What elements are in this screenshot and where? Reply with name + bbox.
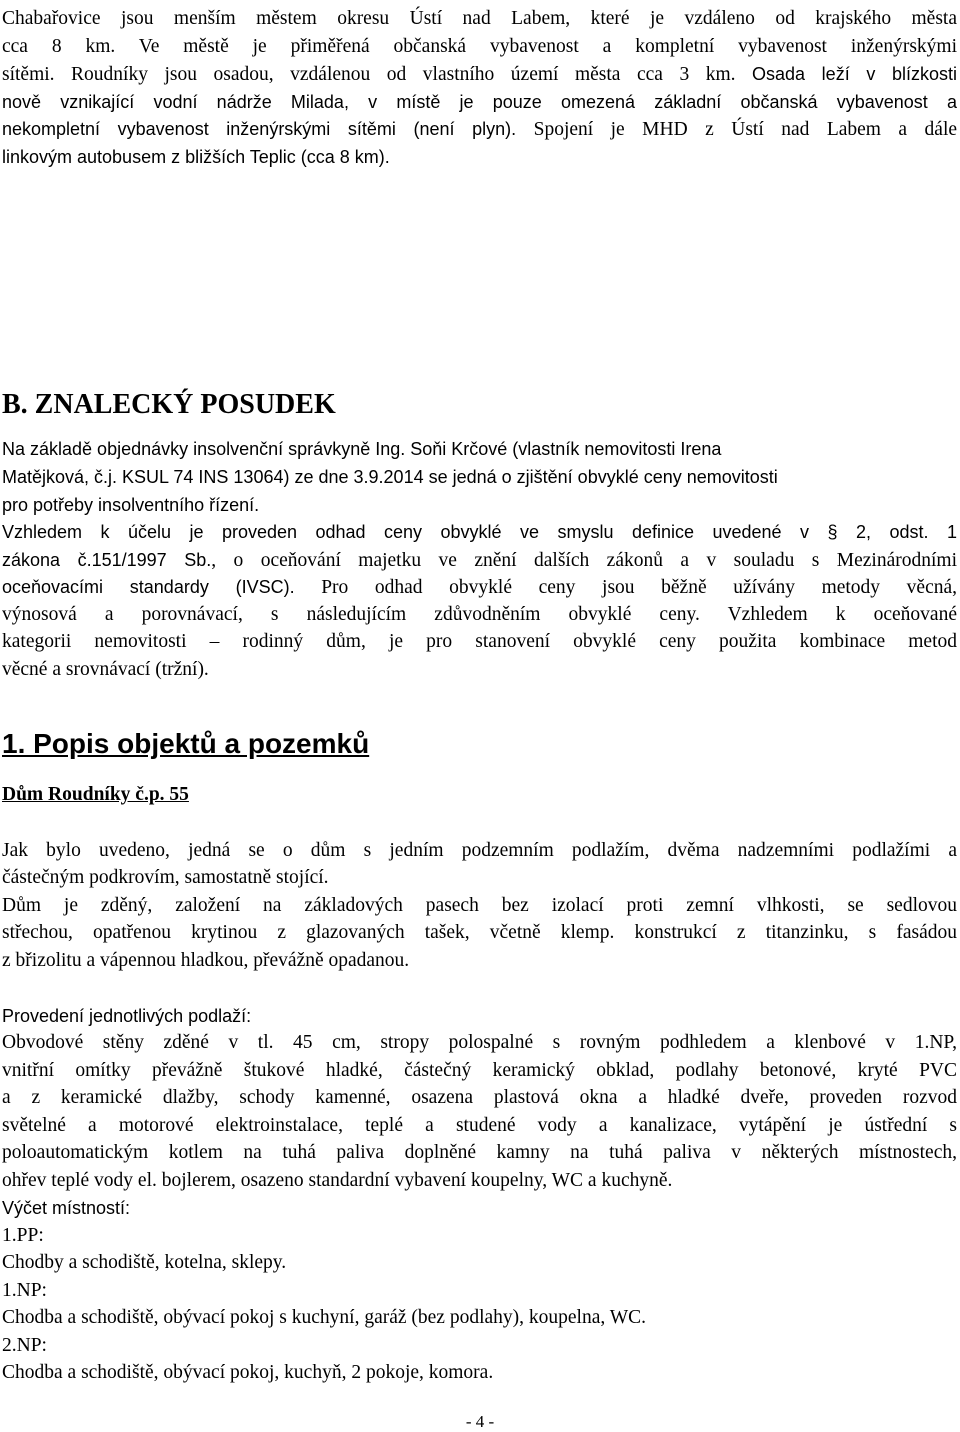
intro-line-1: Chabařovice jsou menším městem okresu Ústí nad Labem, které je vzdáleno od krajského města xyxy=(2,8,957,29)
section-1-p2-line-1: Dům je zděný, založení na základových pasech bez izolací proti zemní vlhkosti, se sedlovou xyxy=(2,895,957,916)
section-1-p3-line-5: poloautomatickým kotlem na tuhá paliva doplněné kamny na tuhá paliva v některých místnostech, xyxy=(2,1142,957,1163)
section-b-p1-line-1: Na základě objednávky insolvenční správkyně Ing. Soňi Krčové (vlastník nemovitosti Irena xyxy=(2,439,722,459)
intro-line-6: linkovým autobusem z bližších Teplic (cca 8 km). xyxy=(2,147,390,167)
floor-label-1np: 1.NP: xyxy=(2,1280,47,1301)
intro-line-2: cca 8 km. Ve městě je přiměřená občanská vybavenost a kompletní vybavenost inženýrskými xyxy=(2,36,957,57)
section-b-p2-line-2: zákona č.151/1997 Sb., o oceňování majetku ve znění dalších zákonů a v souladu s Mezinárodními xyxy=(2,550,958,571)
section-b-p2-line-6: věcné a srovnávací (tržní). xyxy=(2,659,209,680)
section-1-p2-line-3: z břizolitu a vápennou hladkou, převážně opadanou. xyxy=(2,950,410,971)
section-b-p2-line-5: kategorii nemovitosti – rodinný dům, je pro stanovení obvyklé ceny použita kombinace metod xyxy=(2,631,957,652)
intro-line-5: nekompletní vybavenost inženýrskými sítěmi (není plyn). Spojení je MHD z Ústí nad Labem a dále xyxy=(2,119,958,140)
intro-line-4: nově vznikající vodní nádrže Milada, v místě je pouze omezená základní občanská vybavenost a xyxy=(2,92,957,112)
floor-rooms-1pp: Chodby a schodiště, kotelna, sklepy. xyxy=(2,1252,287,1273)
section-b-title: B. ZNALECKÝ POSUDEK xyxy=(2,389,336,420)
floor-label-2np: 2.NP: xyxy=(2,1335,47,1356)
section-1-p3-line-4: světelné a motorové elektroinstalace, teplé a studené vody a kanalizace, vytápění je ústřední s xyxy=(2,1115,957,1136)
floor-label-1pp: 1.PP: xyxy=(2,1225,44,1246)
page-number: - 4 - xyxy=(465,1412,495,1431)
floor-rooms-1np: Chodba a schodiště, obývací pokoj s kuchyní, garáž (bez podlahy), koupelna, WC. xyxy=(2,1307,647,1328)
floor-rooms-2np: Chodba a schodiště, obývací pokoj, kuchyň, 2 pokoje, komora. xyxy=(2,1362,494,1383)
section-1-p3-line-1: Obvodové stěny zděné v tl. 45 cm, stropy polospalné s rovným podhledem a klenbové v 1.NP, xyxy=(2,1032,957,1053)
section-b-p2-line-4: výnosová a porovnávací, s následujícím zdůvodněním obvyklé ceny. Vzhledem k oceňované xyxy=(2,604,957,625)
intro-line-3: sítěmi. Roudníky jsou osadou, vzdálenou od vlastního území města cca 3 km. Osada leží v blízkosti xyxy=(2,64,957,85)
section-b-p2-line-3: oceňovacími standardy (IVSC). Pro odhad obvyklé ceny jsou běžně užívány metody věcná, xyxy=(2,577,958,598)
section-1-p3-line-2: vnitřní omítky převážně štukové hladké, částečný keramický obklad, podlahy betonové, kryté PVC xyxy=(2,1060,957,1081)
section-1-p3-line-6: ohřev teplé vody el. bojlerem, osazeno standardní vybavení koupelny, WC a kuchyně. xyxy=(2,1170,673,1191)
section-1-p2-line-2: střechou, opatřenou krytinou z glazovaných tašek, včetně klemp. konstrukcí z titanzinku, s fasádou xyxy=(2,922,957,943)
section-1-title: 1. Popis objektů a pozemků xyxy=(2,728,370,759)
floors-heading: Provedení jednotlivých podlaží: xyxy=(2,1006,252,1026)
section-1-p1-line-1: Jak bylo uvedeno, jedná se o dům s jedním podzemním podlažím, dvěma nadzemními podlažími a xyxy=(2,840,957,861)
section-b-p2-line-1: Vzhledem k účelu je proveden odhad ceny obvyklé ve smyslu definice uvedené v § 2, odst. 1 xyxy=(2,522,957,542)
house-subtitle: Dům Roudníky č.p. 55 xyxy=(2,784,189,805)
section-b-p1-line-2: Matějková, č.j. KSUL 74 INS 13064) ze dne 3.9.2014 se jedná o zjištění obvyklé ceny nemovitosti xyxy=(2,467,778,487)
rooms-heading: Výčet místností: xyxy=(2,1198,131,1218)
section-1-p3-line-3: a z keramické dlažby, schody kamenné, osazena plastová okna a hladké dveře, proveden rozvod xyxy=(2,1087,957,1108)
section-1-p1-line-2: částečným podkrovím, samostatně stojící. xyxy=(2,867,329,888)
section-b-p1-line-3: pro potřeby insolventního řízení. xyxy=(2,495,260,515)
